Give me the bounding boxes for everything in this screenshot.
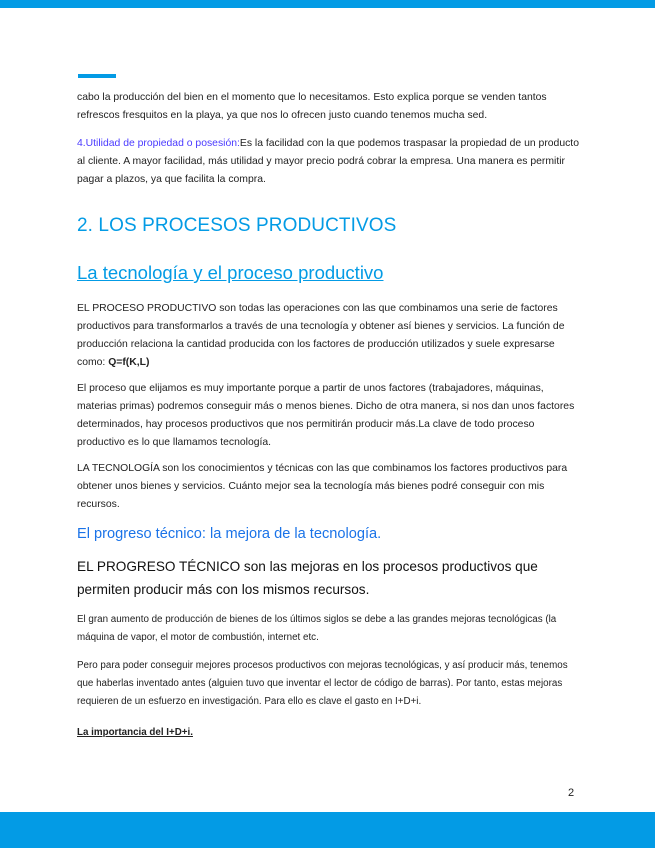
subsection-title[interactable]: La tecnología y el proceso productivo bbox=[77, 262, 384, 283]
paragraph-tecnologia: LA TECNOLOGÍA son los conocimientos y técnicas con las que combinamos los factores productivos para obtener unos bienes y servicios. Cuánto mejor sea la tecnología más bienes podré conseguir con mis recursos. bbox=[77, 463, 568, 510]
heading-importancia-idi: La importancia del I+D+i. bbox=[77, 727, 193, 738]
paragraph-proceso-productivo bbox=[77, 300, 580, 372]
bottom-accent-bar bbox=[0, 812, 655, 848]
proceso-productivo-text: EL PROCESO PRODUCTIVO son todas las operaciones con las que combinamos una serie de factores productivos para transformarlos a través de una tecnología y obtener así bienes y servicios. La función de producción relaciona la cantidad producida con los factores de producción utilizados y suele expresarse como: bbox=[77, 303, 565, 368]
page-number: 2 bbox=[568, 787, 575, 799]
utilidad-posesion-text: Es la facilidad con la que podemos traspasar la propiedad de un producto al cliente. A mayor facilidad, más utilidad y mayor precio podrá cobrar la empresa. Una manera es permitir pagar a plazos, ya que facilita la compra. bbox=[77, 138, 579, 185]
paragraph-eleccion-proceso: El proceso que elijamos es muy importante porque a partir de unos factores (trabajadores, máquinas, materias primas) podremos conseguir más o menos bienes. Dicho de otra manera, si nos dan unos factores determinados, hay procesos productivos que nos permitirán producir más.La clave de todo proceso productivo es lo que llamamos tecnología. bbox=[77, 383, 575, 448]
paragraph-utilidad-posesion bbox=[77, 135, 580, 189]
section-accent-line bbox=[78, 74, 116, 78]
paragraph-continuation: cabo la producción del bien en el momento que lo necesitamos. Esto explica porque se venden tantos refrescos fresquitos en la playa, ya que nos lo ofrecen justo cuando tenemos mucha sed. bbox=[77, 92, 547, 121]
utilidad-posesion-label[interactable]: 4.Utilidad de propiedad o posesión: bbox=[77, 138, 240, 149]
paragraph-investigacion: Pero para poder conseguir mejores procesos productivos con mejoras tecnológicas, y así producir más, tenemos que haberlas inventado antes (alguien tuvo que inventar el lector de código de barras). Por tanto, estas mejoras requieren de un esfuerzo en investigación. Para ello es clave el gasto en I+D+i. bbox=[77, 660, 568, 707]
lead-progreso-tecnico: EL PROGRESO TÉCNICO son las mejoras en los procesos productivos que permiten producir más con los mismos recursos. bbox=[77, 559, 538, 597]
paragraph-aumento-produccion: El gran aumento de producción de bienes de los últimos siglos se debe a las grandes mejoras tecnológicas (la máquina de vapor, el motor de combustión, internet etc. bbox=[77, 614, 557, 643]
production-formula: Q=f(K,L) bbox=[108, 357, 150, 368]
top-accent-bar bbox=[0, 0, 655, 8]
heading-progreso-tecnico: El progreso técnico: la mejora de la tecnología. bbox=[77, 526, 382, 542]
section-title: 2. LOS PROCESOS PRODUCTIVOS bbox=[77, 215, 397, 236]
document-body bbox=[77, 88, 580, 742]
